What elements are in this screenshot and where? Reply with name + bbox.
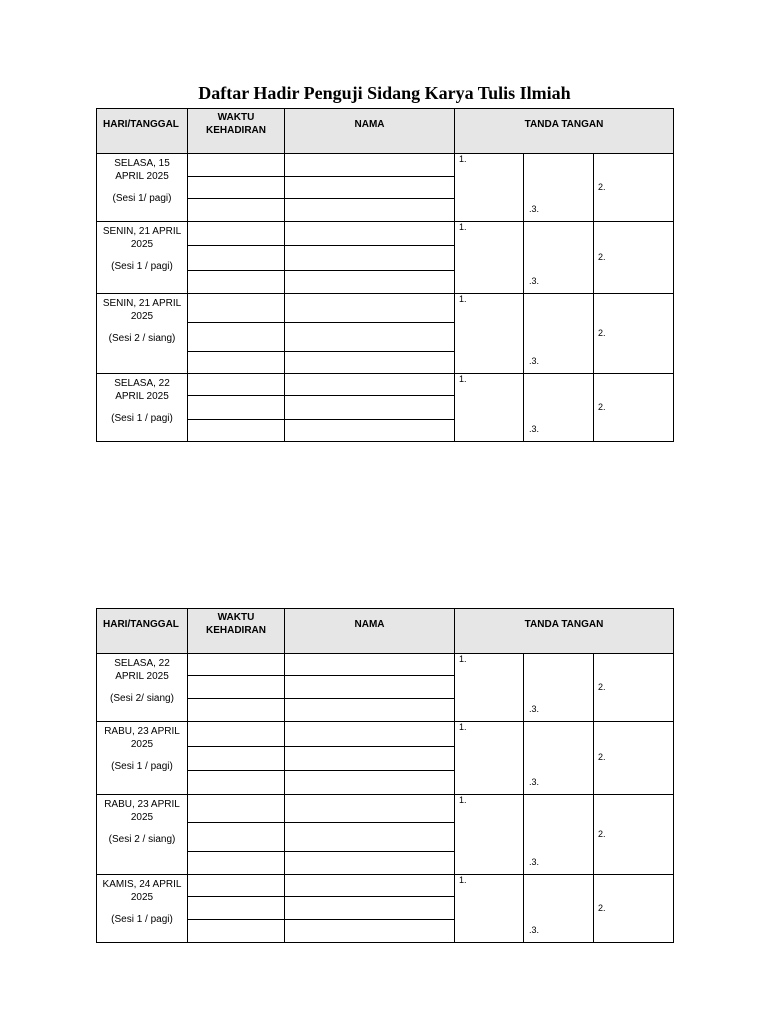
waktu-input-cell[interactable] [188, 654, 285, 676]
sig-number-1: 1. [459, 294, 467, 304]
signature-cell-1[interactable] [455, 875, 524, 943]
sig-number-2: 2. [598, 327, 606, 338]
signature-cell-2[interactable] [594, 722, 674, 795]
nama-input-cell[interactable] [285, 699, 455, 722]
waktu-input-cell[interactable] [188, 747, 285, 771]
day-session: (Sesi 2/ siang) [110, 693, 174, 704]
table-row [97, 795, 674, 823]
signature-cell-2[interactable] [594, 875, 674, 943]
day-date: RABU, 23 APRIL 2025 [104, 799, 180, 823]
signature-cell-2[interactable] [594, 294, 674, 374]
nama-input-cell[interactable] [285, 875, 455, 897]
waktu-input-cell[interactable] [188, 374, 285, 396]
nama-input-cell[interactable] [285, 271, 455, 294]
nama-input-cell[interactable] [285, 352, 455, 374]
day-date: SENIN, 21 APRIL 2025 [102, 226, 182, 250]
header-waktu-line2: KEHADIRAN [206, 125, 266, 136]
header-tanda-tangan-label: TANDA TANGAN [524, 618, 604, 630]
nama-input-cell[interactable] [285, 177, 455, 199]
signature-cell-3[interactable] [524, 654, 594, 722]
signature-cell-3[interactable] [524, 154, 594, 222]
sig-number-3: .3. [529, 276, 540, 286]
waktu-input-cell[interactable] [188, 420, 285, 442]
nama-input-cell[interactable] [285, 771, 455, 795]
signature-cell-1[interactable] [455, 154, 524, 222]
nama-input-cell[interactable] [285, 199, 455, 222]
nama-input-cell[interactable] [285, 722, 455, 747]
header-hari-tanggal [97, 109, 188, 154]
day-cell [97, 222, 188, 294]
sig-number-1: 1. [459, 222, 467, 232]
signature-cell-3[interactable] [524, 294, 594, 374]
waktu-input-cell[interactable] [188, 271, 285, 294]
sig-number-1: 1. [459, 875, 467, 885]
nama-input-cell[interactable] [285, 222, 455, 246]
header-waktu-kehadiran [188, 609, 285, 654]
day-cell [97, 654, 188, 722]
signature-cell-1[interactable] [455, 222, 524, 294]
day-session: (Sesi 1 / pagi) [111, 413, 173, 424]
table-row [97, 222, 674, 246]
sig-number-3: .3. [529, 704, 540, 714]
day-cell [97, 722, 188, 795]
header-waktu-line1: WAKTU [217, 612, 255, 623]
header-hari-tanggal [97, 609, 188, 654]
header-hari-label: HARI/TANGGAL [103, 118, 179, 130]
waktu-input-cell[interactable] [188, 823, 285, 852]
nama-input-cell[interactable] [285, 747, 455, 771]
page-title: Daftar Hadir Penguji Sidang Karya Tulis Ilmiah [198, 83, 571, 103]
table-row [97, 154, 674, 177]
waktu-input-cell[interactable] [188, 795, 285, 823]
day-cell [97, 374, 188, 442]
signature-cell-1[interactable] [455, 374, 524, 442]
waktu-input-cell[interactable] [188, 199, 285, 222]
table-row [97, 722, 674, 747]
sig-number-2: 2. [598, 401, 606, 412]
sig-number-3: .3. [529, 857, 540, 867]
day-session: (Sesi 1 / pagi) [111, 761, 173, 772]
waktu-input-cell[interactable] [188, 352, 285, 374]
day-cell [97, 875, 188, 943]
nama-input-cell[interactable] [285, 852, 455, 875]
header-tanda-tangan [455, 109, 674, 154]
day-date: SELASA, 22 APRIL 2025 [114, 378, 170, 402]
waktu-input-cell[interactable] [188, 222, 285, 246]
sig-number-2: 2. [598, 251, 606, 262]
table-row [97, 654, 674, 676]
day-session: (Sesi 1 / pagi) [111, 261, 173, 272]
waktu-input-cell[interactable] [188, 897, 285, 920]
header-row [97, 609, 674, 654]
waktu-input-cell[interactable] [188, 852, 285, 875]
waktu-input-cell[interactable] [188, 177, 285, 199]
header-waktu-line2: KEHADIRAN [206, 625, 266, 636]
signature-cell-3[interactable] [524, 795, 594, 875]
sig-number-3: .3. [529, 777, 540, 787]
nama-input-cell[interactable] [285, 920, 455, 943]
sig-number-1: 1. [459, 374, 467, 384]
signature-cell-3[interactable] [524, 222, 594, 294]
waktu-input-cell[interactable] [188, 294, 285, 323]
day-session: (Sesi 2 / siang) [108, 333, 176, 344]
day-session: (Sesi 1/ pagi) [112, 193, 172, 204]
nama-input-cell[interactable] [285, 396, 455, 420]
sig-number-2: 2. [598, 681, 606, 692]
waktu-input-cell[interactable] [188, 771, 285, 795]
waktu-input-cell[interactable] [188, 875, 285, 897]
day-date: KAMIS, 24 APRIL 2025 [102, 879, 182, 903]
sig-number-3: .3. [529, 204, 540, 214]
signature-cell-1[interactable] [455, 654, 524, 722]
waktu-input-cell[interactable] [188, 920, 285, 943]
day-date: SELASA, 15 APRIL 2025 [114, 158, 170, 182]
nama-input-cell[interactable] [285, 795, 455, 823]
header-tanda-tangan [455, 609, 674, 654]
attendance-table-1 [96, 108, 674, 442]
sig-number-2: 2. [598, 752, 606, 762]
header-nama [285, 609, 455, 654]
sig-number-1: 1. [459, 154, 467, 164]
sig-number-1: 1. [459, 795, 467, 805]
signature-cell-3[interactable] [524, 374, 594, 442]
sig-number-3: .3. [529, 424, 540, 434]
nama-input-cell[interactable] [285, 323, 455, 352]
waktu-input-cell[interactable] [188, 323, 285, 352]
header-waktu-kehadiran [188, 109, 285, 154]
day-date: RABU, 23 APRIL 2025 [104, 726, 180, 750]
sig-number-3: .3. [529, 356, 540, 366]
waktu-input-cell[interactable] [188, 396, 285, 420]
signature-cell-2[interactable] [594, 654, 674, 722]
nama-input-cell[interactable] [285, 823, 455, 852]
header-hari-label: HARI/TANGGAL [103, 618, 179, 630]
signature-cell-2[interactable] [594, 222, 674, 294]
day-cell [97, 795, 188, 875]
nama-input-cell[interactable] [285, 897, 455, 920]
signature-cell-1[interactable] [455, 795, 524, 875]
day-date: SENIN, 21 APRIL 2025 [102, 298, 182, 322]
sig-number-1: 1. [459, 722, 467, 732]
sig-number-2: 2. [598, 181, 606, 192]
table-row [97, 875, 674, 897]
signature-cell-2[interactable] [594, 154, 674, 222]
signature-cell-1[interactable] [455, 722, 524, 795]
header-nama [285, 109, 455, 154]
day-session: (Sesi 1 / pagi) [111, 914, 173, 925]
waktu-input-cell[interactable] [188, 722, 285, 747]
header-tanda-tangan-label: TANDA TANGAN [524, 118, 604, 130]
sig-number-3: .3. [529, 925, 540, 935]
nama-input-cell[interactable] [285, 246, 455, 271]
sig-number-1: 1. [459, 654, 467, 664]
header-nama-label: NAMA [354, 118, 385, 130]
sig-number-2: 2. [598, 902, 606, 913]
signature-cell-3[interactable] [524, 875, 594, 943]
header-nama-label: NAMA [354, 618, 385, 630]
nama-input-cell[interactable] [285, 420, 455, 442]
sig-number-2: 2. [598, 828, 606, 839]
nama-input-cell[interactable] [285, 154, 455, 177]
nama-input-cell[interactable] [285, 374, 455, 396]
signature-cell-2[interactable] [594, 374, 674, 442]
day-date: SELASA, 22 APRIL 2025 [114, 658, 170, 682]
table-row [97, 294, 674, 323]
waktu-input-cell[interactable] [188, 246, 285, 271]
header-waktu-line1: WAKTU [217, 112, 255, 123]
day-cell [97, 294, 188, 374]
table-row [97, 374, 674, 396]
day-cell [97, 154, 188, 222]
header-row [97, 109, 674, 154]
waktu-input-cell[interactable] [188, 154, 285, 177]
signature-cell-1[interactable] [455, 294, 524, 374]
nama-input-cell[interactable] [285, 654, 455, 676]
nama-input-cell[interactable] [285, 676, 455, 699]
day-session: (Sesi 2 / siang) [108, 834, 176, 845]
attendance-table-2 [96, 608, 674, 943]
waktu-input-cell[interactable] [188, 676, 285, 699]
waktu-input-cell[interactable] [188, 699, 285, 722]
signature-cell-3[interactable] [524, 722, 594, 795]
nama-input-cell[interactable] [285, 294, 455, 323]
signature-cell-2[interactable] [594, 795, 674, 875]
